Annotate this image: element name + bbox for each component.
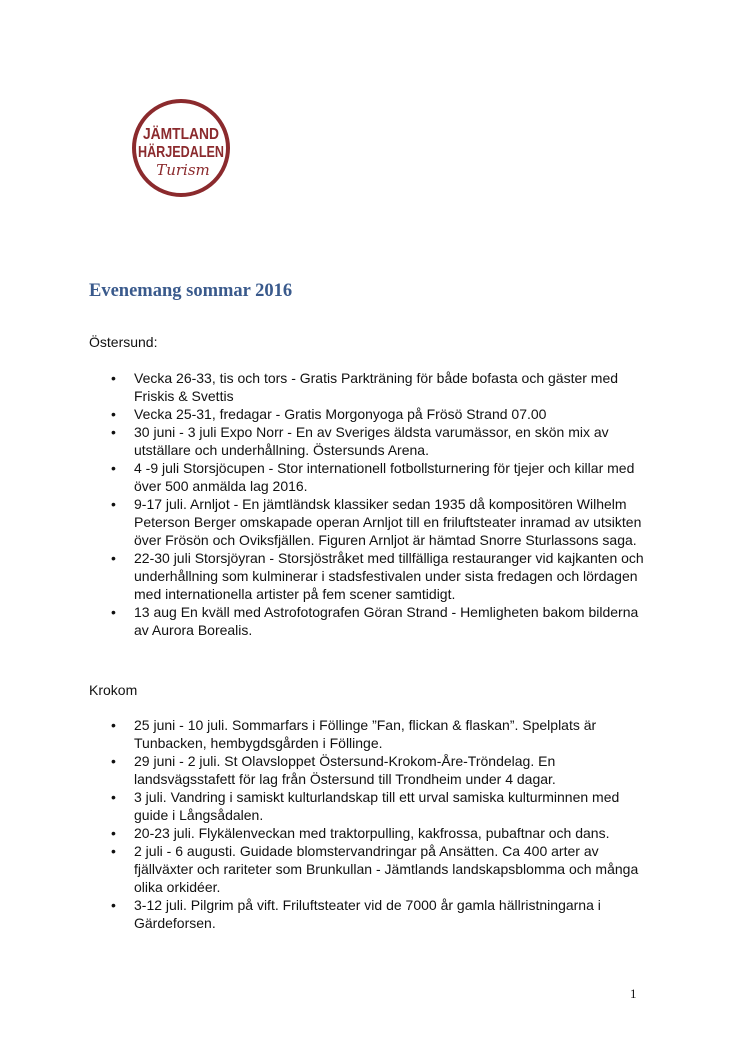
logo-text-line3: Turism xyxy=(156,161,210,179)
event-item: • 3 juli. Vandring i samiskt kulturlandskap till ett urval samiska kulturminnen med guide i Långsådalen. xyxy=(106,788,654,824)
event-item: • 25 juni - 10 juli. Sommarfars i Föllinge ”Fan, flickan & flaskan”. Spelplats är Tunbacken, hembygdsgården i Föllinge. xyxy=(106,716,654,752)
event-list-ostersund xyxy=(106,369,654,639)
logo-text-line2: HÄRJEDALEN xyxy=(138,144,224,161)
page-number: 1 xyxy=(630,986,637,1001)
event-item: • 9-17 juli. Arnljot - En jämtländsk klassiker sedan 1935 då kompositören Wilhelm Peterson Berger omskapade operan Arnljot till en friluftsteater inramad av utsikten över Frösön och Oviksfjällen. Figuren Arnljot är hämtad Snorre Sturlassons saga. xyxy=(106,495,654,549)
event-item: • 2 juli - 6 augusti. Guidade blomstervandringar på Ansätten. Ca 400 arter av fjällväxter och rariteter som Brunkullan - Jämtlands landskapsblomma och många olika orkidéer. xyxy=(106,842,654,896)
section-heading-krokom: Krokom xyxy=(89,682,138,698)
event-item: • 3-12 juli. Pilgrim på vift. Friluftsteater vid de 7000 år gamla hällristningarna i Gärdeforsen. xyxy=(106,896,654,932)
event-item: • 30 juni - 3 juli Expo Norr - En av Sveriges äldsta varumässor, en skön mix av utställare och underhållning. Östersunds Arena. xyxy=(106,423,654,459)
jamtland-harjedalen-logo xyxy=(122,98,240,198)
section-heading-ostersund: Östersund: xyxy=(89,334,158,350)
event-item: • 22-30 juli Storsjöyran - Storsjöstråket med tillfälliga restauranger vid kajkanten och underhållning som kulminerar i stadsfestivalen under sista fredagen och lördagen med internationella artister på fem scener samtidigt. xyxy=(106,549,654,603)
event-item: • Vecka 25-31, fredagar - Gratis Morgonyoga på Frösö Strand 07.00 xyxy=(106,405,654,423)
event-item: • Vecka 26-33, tis och tors - Gratis Parkträning för både bofasta och gäster med Friskis & Svettis xyxy=(106,369,654,405)
document-title: Evenemang sommar 2016 xyxy=(89,281,293,301)
event-item: • 29 juni - 2 juli. St Olavsloppet Östersund-Krokom-Åre-Tröndelag. En landsvägsstafett för lag från Östersund till Trondheim under 4 dagar. xyxy=(106,752,654,788)
event-list-krokom xyxy=(106,716,654,932)
logo-text-line1: JÄMTLAND xyxy=(143,126,219,143)
event-item: • 4 -9 juli Storsjöcupen - Stor internationell fotbollsturnering för tjejer och killar med över 500 anmälda lag 2016. xyxy=(106,459,654,495)
event-item: • 20-23 juli. Flykälenveckan med traktorpulling, kakfrossa, pubaftnar och dans. xyxy=(106,824,654,842)
event-item: • 13 aug En kväll med Astrofotografen Göran Strand - Hemligheten bakom bilderna av Aurora Borealis. xyxy=(106,603,654,639)
